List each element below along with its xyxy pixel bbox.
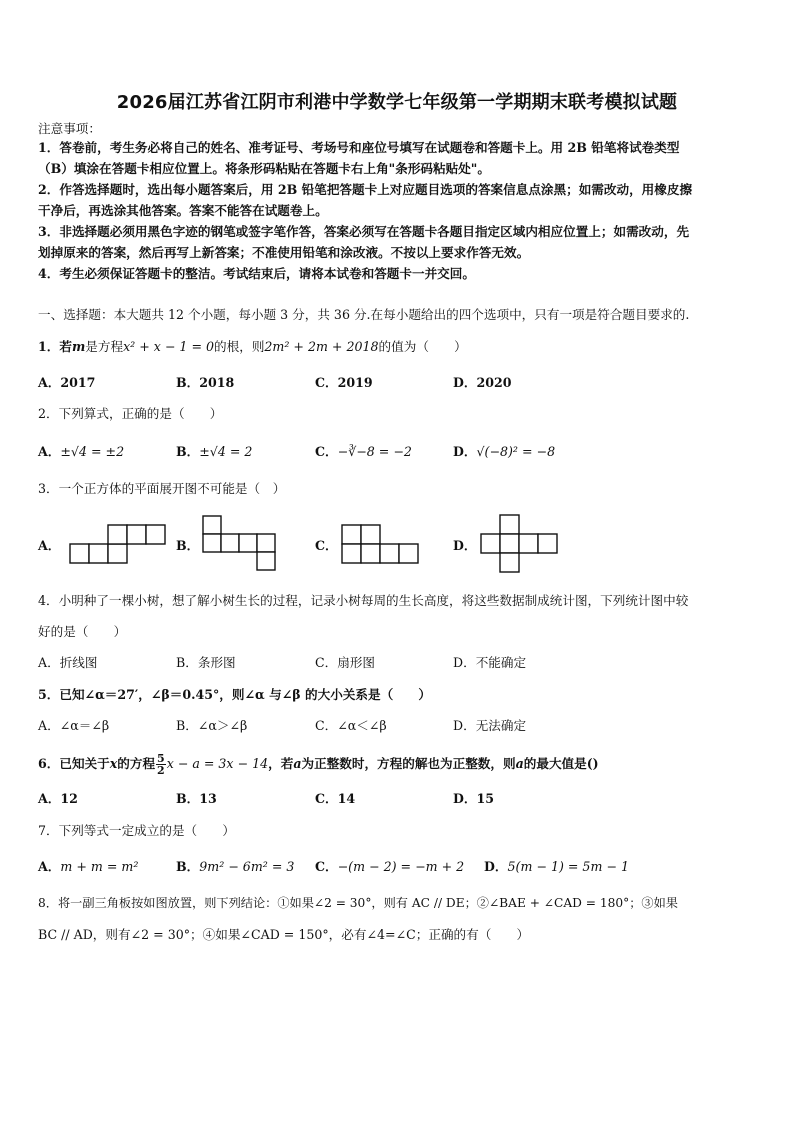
q5-option-b[interactable]: B．∠α＞∠β — [176, 718, 248, 733]
net-d-square — [500, 553, 519, 572]
net-a-square — [108, 525, 127, 544]
q3-net-d — [479, 513, 559, 575]
notice-line-6: 划掉原来的答案，然后再写上新答案；不准使用铅笔和涂改液。不按以上要求作答无效。 — [38, 245, 530, 260]
q6-option-d[interactable]: D．15 — [453, 791, 495, 806]
section-heading: 一、选择题：本大题共 12 个小题，每小题 3 分，共 36 分.在每小题给出的四个选项中，只有一项是符合题目要求的. — [38, 307, 690, 322]
q6-option-c[interactable]: C．14 — [315, 791, 356, 806]
q1-option-a[interactable]: A．2017 — [38, 375, 96, 390]
q4-option-d[interactable]: D．不能确定 — [453, 655, 527, 670]
net-b-square — [203, 516, 221, 534]
question-8-line-2: BC // AD，则有∠2 = 30°；④如果∠CAD = 150°，必有∠4=∠C；正确的有（ ） — [38, 927, 530, 942]
q2-option-b[interactable] — [176, 443, 252, 460]
q2-option-a-expr: ±√4 = ±2 — [60, 444, 125, 459]
q7-option-b-label: B． — [176, 859, 200, 874]
notice-line-7: 4．考生必须保证答题卡的整洁。考试结束后，请将本试卷和答题卡一并交回。 — [38, 266, 475, 281]
q7-option-d[interactable] — [484, 858, 629, 875]
question-5-stem: 5．已知∠α＝27′，∠β＝0.45°，则∠α 与∠β 的大小关系是（ ） — [38, 687, 431, 702]
q2-option-d-expr: √(−8)² = −8 — [476, 444, 556, 459]
q3-option-b[interactable] — [176, 537, 199, 554]
q5-option-d[interactable]: D．无法确定 — [453, 718, 527, 733]
net-b-square — [257, 552, 275, 570]
net-d-square — [500, 534, 519, 553]
net-c-square — [342, 544, 361, 563]
q1-option-c[interactable]: C．2019 — [315, 375, 373, 390]
q2-option-c-label: C． — [315, 444, 338, 459]
q7-option-c[interactable] — [315, 858, 464, 875]
net-d-square — [519, 534, 538, 553]
q6-var2: a — [293, 756, 302, 771]
net-c-square — [361, 544, 380, 563]
q7-option-a[interactable] — [38, 858, 138, 875]
q6-equation-rest: x − a = 3x − 14 — [166, 756, 269, 771]
q6-post: 的最大值是() — [523, 756, 599, 771]
q3-option-b-label: B． — [176, 538, 200, 553]
q3-option-d-label: D． — [453, 538, 477, 553]
q1-post: 的值为（ ） — [378, 339, 467, 354]
q2-option-d-label: D． — [453, 444, 477, 459]
q7-option-b-expr: 9m² − 6m² = 3 — [199, 859, 295, 874]
notice-line-3: 2．作答选择题时，选出每小题答案后，用 2B 铅笔把答题卡上对应题目选项的答案信息点涂黑；如需改动，用橡皮擦 — [38, 182, 693, 197]
q7-option-a-expr: m + m = m² — [60, 859, 139, 874]
q2-option-b-expr: ±√4 = 2 — [199, 444, 253, 459]
q1-equation: x² + x − 1 = 0 — [123, 339, 215, 354]
notice-line-5: 3．非选择题必须用黑色字迹的钢笔或签字笔作答，答案必须写在答题卡各题目指定区域内相应位置上；如需改动，先 — [38, 224, 690, 239]
q3-net-a — [68, 522, 170, 566]
net-a-square — [127, 525, 146, 544]
q5-option-c[interactable]: C．∠α＜∠β — [315, 718, 387, 733]
question-7-stem: 7．下列等式一定成立的是（ ） — [38, 823, 235, 838]
q6-fraction-numerator: 5 — [157, 752, 165, 765]
question-1-stem — [38, 338, 760, 355]
net-b-square — [239, 534, 257, 552]
question-2-stem: 2．下列算式，正确的是（ ） — [38, 406, 223, 421]
question-8-line-1: 8．将一副三角板按如图放置，则下列结论：①如果∠2 = 30°，则有 AC // DE；②∠BAE + ∠CAD = 180°；③如果 — [38, 896, 678, 910]
q6-mid1: 的方程 — [117, 756, 156, 771]
q2-option-b-label: B． — [176, 444, 200, 459]
net-d-square — [538, 534, 557, 553]
question-4-line-1: 4．小明种了一棵小树，想了解小树生长的过程，记录小树每周的生长高度，将这些数据制成统计图，下列统计图中较 — [38, 593, 689, 608]
q6-option-a[interactable]: A．12 — [38, 791, 78, 806]
q7-option-d-label: D． — [484, 859, 508, 874]
net-c-square — [399, 544, 418, 563]
q1-mid2: 的根，则 — [214, 339, 265, 354]
q7-option-c-label: C． — [315, 859, 338, 874]
notice-line-4: 干净后，再选涂其他答案。答案不能答在试题卷上。 — [38, 203, 328, 218]
q2-option-c-expr: −∛−8 = −2 — [337, 444, 412, 459]
net-a-square — [89, 544, 108, 563]
notice-line-2: （B）填涂在答题卡相应位置上。将条形码粘贴在答题卡右上角"条形码粘贴处"。 — [38, 161, 490, 176]
q3-option-c[interactable] — [315, 537, 338, 554]
q6-fraction — [156, 753, 166, 776]
net-c-square — [361, 525, 380, 544]
net-d-square — [481, 534, 500, 553]
net-a-square — [70, 544, 89, 563]
question-4-line-2: 好的是（ ） — [38, 624, 127, 639]
q6-fraction-denominator: 2 — [157, 764, 165, 777]
q4-option-a[interactable]: A．折线图 — [38, 655, 98, 670]
q2-option-d[interactable] — [453, 443, 555, 460]
q7-option-d-expr: 5(m − 1) = 5m − 1 — [507, 859, 629, 874]
net-b-square — [203, 534, 221, 552]
q6-var: x — [109, 756, 118, 771]
net-d-square — [500, 515, 519, 534]
q6-option-b[interactable]: B．13 — [176, 791, 217, 806]
q1-option-b[interactable]: B．2018 — [176, 375, 235, 390]
notice-line-1: 1．答卷前，考生务必将自己的姓名、准考证号、考场号和座位号填写在试题卷和答题卡上。用 2B 铅笔将试卷类型 — [38, 140, 680, 155]
q5-option-a[interactable]: A．∠α＝∠β — [38, 718, 110, 733]
q3-option-a-label: A． — [38, 538, 61, 553]
net-a-square — [146, 525, 165, 544]
notice-heading: 注意事项： — [38, 121, 101, 136]
q7-option-a-label: A． — [38, 859, 61, 874]
net-b-square — [257, 534, 275, 552]
page-title: 2026届江苏省江阴市利港中学数学七年级第一学期期末联考模拟试题 — [116, 92, 678, 113]
q3-net-c — [340, 522, 420, 566]
q6-mid3: 为正整数时，方程的解也为正整数，则 — [301, 756, 516, 771]
q3-option-a[interactable] — [38, 537, 60, 554]
q1-pre: 1．若 — [38, 339, 72, 354]
q4-option-b[interactable]: B．条形图 — [176, 655, 236, 670]
q6-var3: a — [515, 756, 524, 771]
q1-option-d[interactable]: D．2020 — [453, 375, 512, 390]
q3-option-d[interactable] — [453, 537, 477, 554]
net-a-square — [108, 544, 127, 563]
q7-option-b[interactable] — [176, 858, 294, 875]
q1-var: m — [71, 339, 86, 354]
net-b-square — [221, 534, 239, 552]
question-3-stem: 3．一个正方体的平面展开图不可能是（ ） — [38, 481, 286, 496]
q1-expression: 2m² + 2m + 2018 — [264, 339, 379, 354]
q3-net-b — [201, 514, 279, 572]
q6-pre: 6．已知关于 — [38, 756, 110, 771]
q2-option-a-label: A． — [38, 444, 61, 459]
q2-option-c[interactable] — [315, 443, 412, 460]
q4-option-c[interactable]: C．扇形图 — [315, 655, 376, 670]
q2-option-a[interactable] — [38, 443, 124, 460]
q1-mid1: 是方程 — [85, 339, 124, 354]
net-c-square — [380, 544, 399, 563]
q3-option-c-label: C． — [315, 538, 338, 553]
q6-mid2: ，若 — [268, 756, 294, 771]
question-6-stem — [38, 753, 760, 776]
net-c-square — [342, 525, 361, 544]
q7-option-c-expr: −(m − 2) = −m + 2 — [337, 859, 465, 874]
